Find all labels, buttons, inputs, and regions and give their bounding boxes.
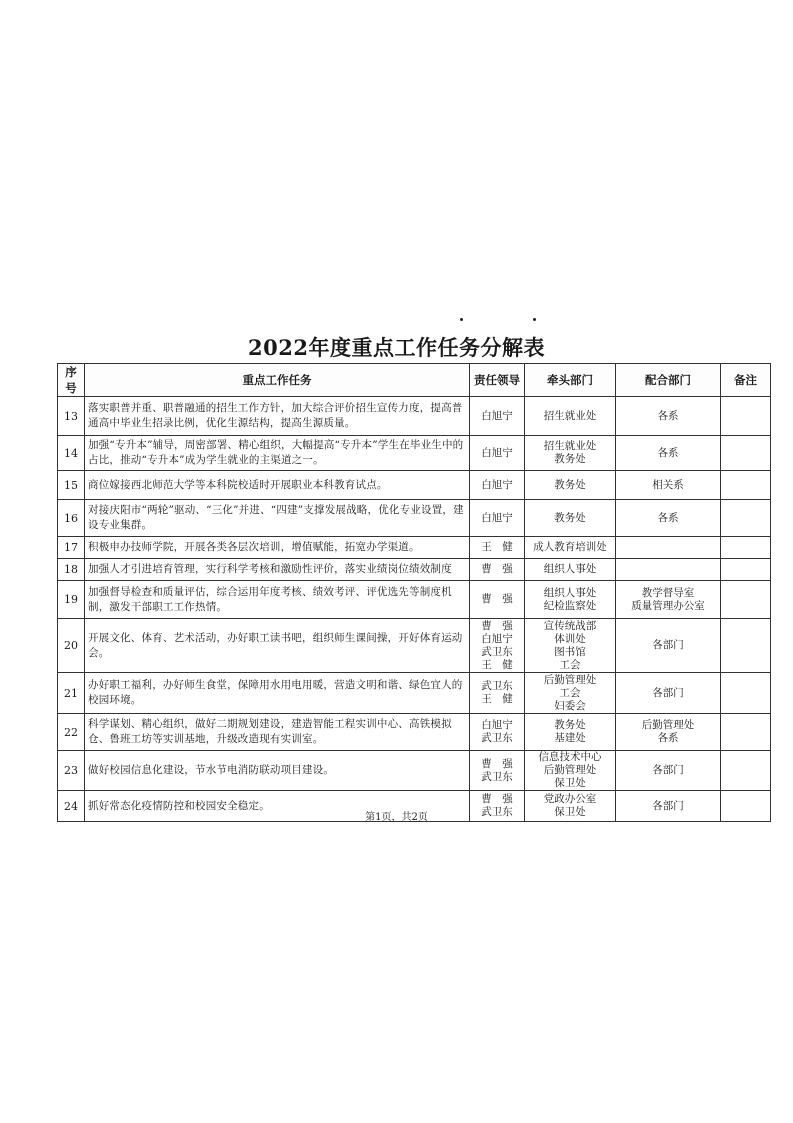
row-leader: 曹 强 白旭宁 武卫东 王 健 [470, 619, 525, 673]
row-leader: 武卫东 王 健 [470, 673, 525, 714]
scan-mark [533, 318, 536, 321]
table-row [58, 471, 771, 500]
row-lead-dept: 组织人事处 纪检监察处 [525, 581, 616, 619]
header-note: 备注 [721, 364, 771, 397]
row-leader: 白旭宁 [470, 436, 525, 471]
row-number: 17 [58, 537, 85, 559]
row-leader: 白旭宁 武卫东 [470, 714, 525, 751]
row-note [721, 581, 771, 619]
row-task: 落实职普并重、职普融通的招生工作方针，加大综合评价招生宣传力度，提高普通高中毕业生招录比例，优化生源结构，提高生源质量。 [85, 397, 470, 436]
row-coop-dept: 各系 [616, 500, 721, 537]
row-lead-dept: 组织人事处 [525, 559, 616, 581]
header-coop-dept: 配合部门 [616, 364, 721, 397]
table-row [58, 436, 771, 471]
row-task: 加强人才引进培育管理，实行科学考核和激励性评价，落实业绩岗位绩效制度 [85, 559, 470, 581]
table-row [58, 397, 771, 436]
table-row [58, 619, 771, 673]
row-leader: 白旭宁 [470, 397, 525, 436]
row-leader: 白旭宁 [470, 471, 525, 500]
row-coop-dept: 各部门 [616, 673, 721, 714]
row-coop-dept [616, 559, 721, 581]
scan-mark [460, 318, 463, 321]
row-note [721, 619, 771, 673]
row-note [721, 436, 771, 471]
row-note [721, 751, 771, 791]
row-note [721, 714, 771, 751]
row-leader: 曹 强 武卫东 [470, 791, 525, 822]
row-leader: 曹 强 [470, 559, 525, 581]
row-coop-dept: 各系 [616, 436, 721, 471]
row-lead-dept: 招生就业处 教务处 [525, 436, 616, 471]
row-lead-dept: 成人教育培训处 [525, 537, 616, 559]
row-leader: 王 健 [470, 537, 525, 559]
row-leader: 曹 强 武卫东 [470, 751, 525, 791]
page-footer: 第1页，共2页 [365, 812, 428, 823]
row-note [721, 500, 771, 537]
table-header-row [58, 364, 771, 397]
row-note [721, 397, 771, 436]
row-number: 19 [58, 581, 85, 619]
table-row [58, 581, 771, 619]
header-leader: 责任领导 [470, 364, 525, 397]
row-task: 加强“专升本”辅导，周密部署、精心组织，大幅提高“专升本”学生在毕业生中的占比，推动“专升本”成为学生就业的主渠道之一。 [85, 436, 470, 471]
row-task: 积极申办技师学院，开展各类各层次培训，增值赋能，拓宽办学渠道。 [85, 537, 470, 559]
row-task: 科学谋划、精心组织，做好二期规划建设，建造智能工程实训中心、高铁模拟仓、鲁班工坊等实训基地，升级改造现有实训室。 [85, 714, 470, 751]
row-coop-dept: 各系 [616, 397, 721, 436]
row-leader: 白旭宁 [470, 500, 525, 537]
row-coop-dept: 各部门 [616, 619, 721, 673]
row-coop-dept: 各部门 [616, 751, 721, 791]
row-coop-dept: 各部门 [616, 791, 721, 822]
row-note [721, 559, 771, 581]
page-title: 2022年度重点工作任务分解表 [248, 335, 545, 360]
row-task: 抓好常态化疫情防控和校园安全稳定。 [85, 791, 470, 822]
table-row [58, 751, 771, 791]
row-task: 做好校园信息化建设，节水节电消防联动项目建设。 [85, 751, 470, 791]
header-number: 序号 [58, 364, 85, 397]
table-row [58, 559, 771, 581]
row-task: 办好职工福利，办好师生食堂，保障用水用电用暖，营造文明和谐、绿色宜人的校园环境。 [85, 673, 470, 714]
row-task: 开展文化、体育、艺术活动，办好职工读书吧，组织师生课间操，开好体育运动会。 [85, 619, 470, 673]
row-number: 16 [58, 500, 85, 537]
row-lead-dept: 教务处 [525, 500, 616, 537]
row-lead-dept: 宣传统战部 体训处 图书馆 工会 [525, 619, 616, 673]
row-number: 23 [58, 751, 85, 791]
table-row [58, 500, 771, 537]
row-coop-dept [616, 537, 721, 559]
table-row [58, 537, 771, 559]
row-coop-dept: 相关系 [616, 471, 721, 500]
row-task: 商位嫁接西北师范大学等本科院校适时开展职业本科教育试点。 [85, 471, 470, 500]
row-note [721, 537, 771, 559]
row-number: 18 [58, 559, 85, 581]
row-lead-dept: 党政办公室 保卫处 [525, 791, 616, 822]
row-task: 对接庆阳市“两轮”驱动、“三化”并进、“四建”支撑发展战略，优化专业设置，建设专业集群。 [85, 500, 470, 537]
row-task: 加强督导检查和质量评估，综合运用年度考核、绩效考评、评优选先等制度机制，激发干部职工工作热情。 [85, 581, 470, 619]
row-lead-dept: 招生就业处 [525, 397, 616, 436]
row-number: 24 [58, 791, 85, 822]
row-number: 14 [58, 436, 85, 471]
row-lead-dept: 教务处 基建处 [525, 714, 616, 751]
row-lead-dept: 教务处 [525, 471, 616, 500]
table-row [58, 673, 771, 714]
row-coop-dept: 教学督导室 质量管理办公室 [616, 581, 721, 619]
row-number: 13 [58, 397, 85, 436]
row-number: 15 [58, 471, 85, 500]
header-task: 重点工作任务 [85, 364, 470, 397]
row-number: 20 [58, 619, 85, 673]
row-note [721, 471, 771, 500]
row-leader: 曹 强 [470, 581, 525, 619]
header-lead-dept: 牵头部门 [525, 364, 616, 397]
row-number: 22 [58, 714, 85, 751]
row-lead-dept: 后勤管理处 工会 妇委会 [525, 673, 616, 714]
row-coop-dept: 后勤管理处 各系 [616, 714, 721, 751]
row-number: 21 [58, 673, 85, 714]
task-table [57, 363, 771, 822]
table-row [58, 714, 771, 751]
row-note [721, 673, 771, 714]
row-lead-dept: 信息技术中心 后勤管理处 保卫处 [525, 751, 616, 791]
